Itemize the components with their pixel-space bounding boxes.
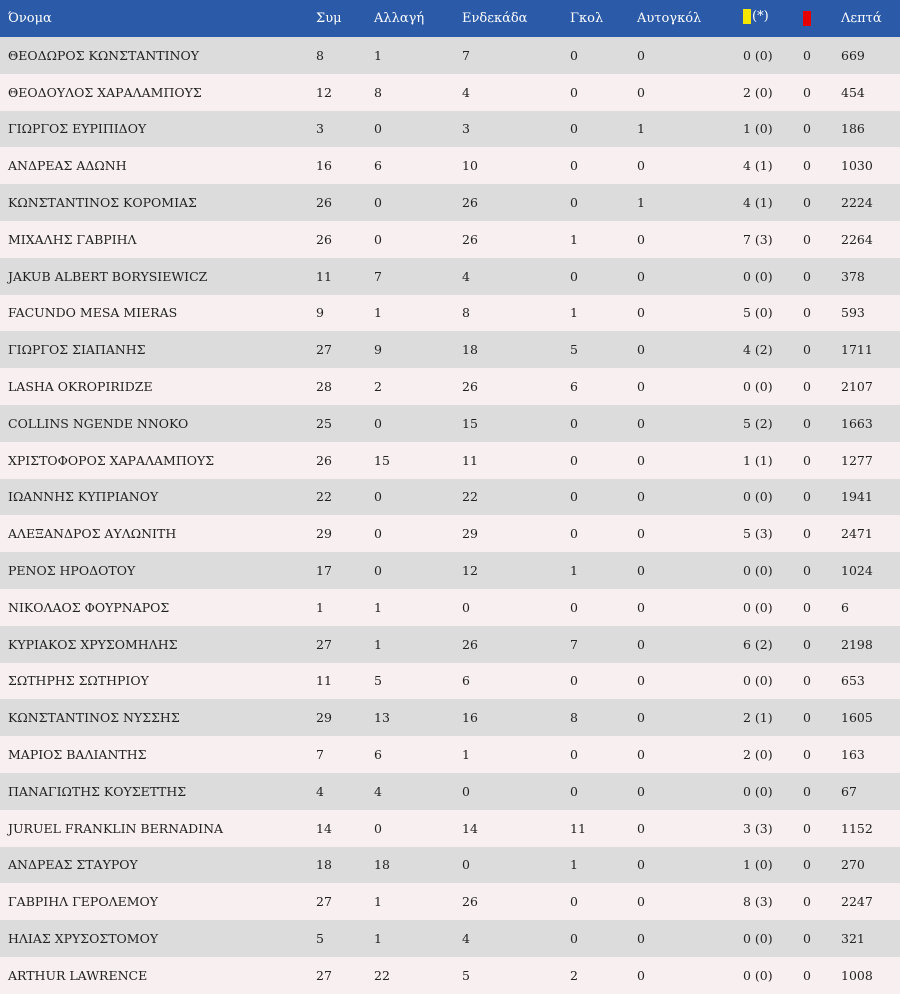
- own-goals-cell: 0: [637, 489, 645, 505]
- appearances-cell: 12: [316, 84, 332, 100]
- table-row: [0, 957, 900, 994]
- appearances-cell: 11: [316, 268, 332, 284]
- appearances-cell: 28: [316, 379, 332, 395]
- goals-cell: 1: [570, 563, 578, 579]
- starting-eleven-cell: 26: [462, 231, 478, 247]
- own-goals-cell: 0: [637, 379, 645, 395]
- own-goals-cell: 0: [637, 452, 645, 468]
- appearances-cell: 26: [316, 231, 332, 247]
- yellow-cards-cell: 7 (3): [743, 231, 773, 247]
- goals-cell: 0: [570, 452, 578, 468]
- goals-cell: 0: [570, 489, 578, 505]
- red-cards-cell: 0: [803, 379, 811, 395]
- yellow-cards-cell: 0 (0): [743, 489, 773, 505]
- appearances-cell: 25: [316, 415, 332, 431]
- own-goals-cell: 0: [637, 84, 645, 100]
- minutes-cell: 1605: [841, 710, 873, 726]
- substitutions-cell: 1: [374, 894, 382, 910]
- own-goals-cell: 0: [637, 747, 645, 763]
- minutes-cell: 1277: [841, 452, 873, 468]
- minutes-cell: 163: [841, 747, 865, 763]
- player-name: ΘΕΟΔΩΡΟΣ ΚΩΝΣΤΑΝΤΙΝΟΥ: [8, 47, 199, 63]
- table-header: [0, 0, 900, 37]
- own-goals-cell: 0: [637, 563, 645, 579]
- starting-eleven-cell: 12: [462, 563, 478, 579]
- yellow-cards-cell: 4 (1): [743, 195, 773, 211]
- goals-cell: 0: [570, 599, 578, 615]
- red-cards-cell: 0: [803, 452, 811, 468]
- player-name: ARTHUR LAWRENCE: [8, 967, 148, 983]
- red-cards-cell: 0: [803, 599, 811, 615]
- table-row: [0, 295, 900, 332]
- appearances-cell: 27: [316, 894, 332, 910]
- goals-cell: 11: [570, 820, 586, 836]
- goals-cell: 0: [570, 268, 578, 284]
- header-substitutions[interactable]: Αλλαγή: [374, 11, 425, 26]
- appearances-cell: 29: [316, 526, 332, 542]
- own-goals-cell: 1: [637, 121, 645, 137]
- minutes-cell: 1152: [841, 820, 873, 836]
- header-goals[interactable]: Γκολ: [570, 11, 604, 26]
- table-row: [0, 920, 900, 957]
- minutes-cell: 1711: [841, 342, 873, 358]
- substitutions-cell: 13: [374, 710, 390, 726]
- player-name: ΓΑΒΡΙΗΛ ΓΕΡΟΛΕΜΟΥ: [8, 894, 159, 910]
- minutes-cell: 1024: [841, 563, 873, 579]
- goals-cell: 5: [570, 342, 578, 358]
- player-name: ΓΙΩΡΓΟΣ ΕΥΡΙΠΙΔΟΥ: [8, 121, 147, 137]
- minutes-cell: 270: [841, 857, 865, 873]
- substitutions-cell: 0: [374, 563, 382, 579]
- substitutions-cell: 6: [374, 747, 382, 763]
- substitutions-cell: 0: [374, 526, 382, 542]
- goals-cell: 6: [570, 379, 578, 395]
- header-minutes[interactable]: Λεπτά: [841, 11, 882, 26]
- minutes-cell: 1008: [841, 967, 873, 983]
- yellow-cards-cell: 0 (0): [743, 783, 773, 799]
- substitutions-cell: 1: [374, 305, 382, 321]
- table-row: [0, 74, 900, 111]
- own-goals-cell: 0: [637, 526, 645, 542]
- table-body: [0, 37, 900, 994]
- table-row: [0, 847, 900, 884]
- goals-cell: 2: [570, 967, 578, 983]
- goals-cell: 0: [570, 673, 578, 689]
- starting-eleven-cell: 4: [462, 931, 470, 947]
- substitutions-cell: 15: [374, 452, 390, 468]
- own-goals-cell: 0: [637, 820, 645, 836]
- goals-cell: 0: [570, 84, 578, 100]
- starting-eleven-cell: 4: [462, 84, 470, 100]
- red-cards-cell: 0: [803, 894, 811, 910]
- appearances-cell: 27: [316, 636, 332, 652]
- player-name: ΘΕΟΔΟΥΛΟΣ ΧΑΡΑΛΑΜΠΟΥΣ: [8, 84, 202, 100]
- red-cards-cell: 0: [803, 783, 811, 799]
- starting-eleven-cell: 4: [462, 268, 470, 284]
- player-name: COLLINS NGENDE NNOKO: [8, 415, 189, 431]
- appearances-cell: 8: [316, 47, 324, 63]
- starting-eleven-cell: 0: [462, 857, 470, 873]
- table-row: [0, 331, 900, 368]
- goals-cell: 0: [570, 894, 578, 910]
- yellow-cards-cell: 0 (0): [743, 268, 773, 284]
- appearances-cell: 18: [316, 857, 332, 873]
- red-cards-cell: 0: [803, 563, 811, 579]
- starting-eleven-cell: 26: [462, 195, 478, 211]
- own-goals-cell: 0: [637, 305, 645, 321]
- table-row: [0, 147, 900, 184]
- yellow-cards-cell: 2 (0): [743, 84, 773, 100]
- starting-eleven-cell: 26: [462, 379, 478, 395]
- starting-eleven-cell: 14: [462, 820, 478, 836]
- own-goals-cell: 0: [637, 931, 645, 947]
- own-goals-cell: 0: [637, 415, 645, 431]
- minutes-cell: 1663: [841, 415, 873, 431]
- minutes-cell: 2107: [841, 379, 873, 395]
- own-goals-cell: 0: [637, 710, 645, 726]
- table-row: [0, 552, 900, 589]
- appearances-cell: 5: [316, 931, 324, 947]
- table-row: [0, 810, 900, 847]
- goals-cell: 0: [570, 195, 578, 211]
- red-cards-cell: 0: [803, 526, 811, 542]
- yellow-cards-cell: 0 (0): [743, 47, 773, 63]
- starting-eleven-cell: 3: [462, 121, 470, 137]
- yellow-cards-cell: 0 (0): [743, 599, 773, 615]
- goals-cell: 0: [570, 47, 578, 63]
- own-goals-cell: 0: [637, 894, 645, 910]
- table-row: [0, 773, 900, 810]
- starting-eleven-cell: 18: [462, 342, 478, 358]
- goals-cell: 0: [570, 121, 578, 137]
- red-card-icon: [803, 11, 811, 26]
- substitutions-cell: 1: [374, 47, 382, 63]
- yellow-cards-cell: 0 (0): [743, 563, 773, 579]
- goals-cell: 0: [570, 783, 578, 799]
- starting-eleven-cell: 7: [462, 47, 470, 63]
- appearances-cell: 22: [316, 489, 332, 505]
- own-goals-cell: 0: [637, 342, 645, 358]
- goals-cell: 0: [570, 158, 578, 174]
- starting-eleven-cell: 0: [462, 599, 470, 615]
- red-cards-cell: 0: [803, 967, 811, 983]
- red-cards-cell: 0: [803, 47, 811, 63]
- substitutions-cell: 0: [374, 820, 382, 836]
- appearances-cell: 26: [316, 195, 332, 211]
- red-cards-cell: 0: [803, 84, 811, 100]
- table-row: [0, 663, 900, 700]
- table-row: [0, 626, 900, 663]
- starting-eleven-cell: 11: [462, 452, 478, 468]
- substitutions-cell: 7: [374, 268, 382, 284]
- player-name: ΚΩΝΣΤΑΝΤΙΝΟΣ ΝΥΣΣΗΣ: [8, 710, 180, 726]
- yellow-cards-cell: 1 (0): [743, 857, 773, 873]
- minutes-cell: 2471: [841, 526, 873, 542]
- red-cards-cell: 0: [803, 415, 811, 431]
- minutes-cell: 2198: [841, 636, 873, 652]
- table-row: [0, 37, 900, 74]
- table-row: [0, 368, 900, 405]
- yellow-cards-cell: 4 (1): [743, 158, 773, 174]
- red-cards-cell: 0: [803, 305, 811, 321]
- yellow-cards-cell: 5 (0): [743, 305, 773, 321]
- substitutions-cell: 1: [374, 636, 382, 652]
- appearances-cell: 16: [316, 158, 332, 174]
- red-cards-cell: 0: [803, 268, 811, 284]
- red-cards-cell: 0: [803, 121, 811, 137]
- yellow-cards-cell: 8 (3): [743, 894, 773, 910]
- player-name: ΚΩΝΣΤΑΝΤΙΝΟΣ ΚΟΡΟΜΙΑΣ: [8, 195, 197, 211]
- yellow-cards-cell: 0 (0): [743, 379, 773, 395]
- red-cards-cell: 0: [803, 342, 811, 358]
- yellow-cards-cell: 0 (0): [743, 673, 773, 689]
- table-row: [0, 736, 900, 773]
- red-cards-cell: 0: [803, 857, 811, 873]
- yellow-cards-cell: 0 (0): [743, 967, 773, 983]
- substitutions-cell: 6: [374, 158, 382, 174]
- red-cards-cell: 0: [803, 195, 811, 211]
- appearances-cell: 26: [316, 452, 332, 468]
- yellow-cards-cell: 3 (3): [743, 820, 773, 836]
- own-goals-cell: 0: [637, 158, 645, 174]
- starting-eleven-cell: 15: [462, 415, 478, 431]
- starting-eleven-cell: 10: [462, 158, 478, 174]
- starting-eleven-cell: 16: [462, 710, 478, 726]
- red-cards-cell: 0: [803, 673, 811, 689]
- player-name: JAKUB ALBERT BORYSIEWICZ: [8, 268, 208, 284]
- minutes-cell: 186: [841, 121, 865, 137]
- substitutions-cell: 0: [374, 231, 382, 247]
- red-cards-cell: 0: [803, 931, 811, 947]
- yellow-cards-cell: 2 (1): [743, 710, 773, 726]
- player-name: JURUEL FRANKLIN BERNADINA: [8, 820, 224, 836]
- red-cards-cell: 0: [803, 747, 811, 763]
- appearances-cell: 14: [316, 820, 332, 836]
- player-name: ΙΩΑΝΝΗΣ ΚΥΠΡΙΑΝΟΥ: [8, 489, 159, 505]
- goals-cell: 1: [570, 305, 578, 321]
- substitutions-cell: 0: [374, 195, 382, 211]
- minutes-cell: 454: [841, 84, 865, 100]
- table-row: [0, 405, 900, 442]
- goals-cell: 7: [570, 636, 578, 652]
- starting-eleven-cell: 0: [462, 783, 470, 799]
- goals-cell: 0: [570, 526, 578, 542]
- minutes-cell: 67: [841, 783, 857, 799]
- own-goals-cell: 0: [637, 599, 645, 615]
- yellow-cards-cell: 2 (0): [743, 747, 773, 763]
- player-name: ΑΝΔΡΕΑΣ ΑΔΩΝΗ: [8, 158, 127, 174]
- minutes-cell: 6: [841, 599, 849, 615]
- table-row: [0, 515, 900, 552]
- starting-eleven-cell: 26: [462, 636, 478, 652]
- goals-cell: 0: [570, 931, 578, 947]
- substitutions-cell: 22: [374, 967, 390, 983]
- header-appearances[interactable]: Συμ: [316, 11, 342, 26]
- header-row: [0, 0, 900, 37]
- player-name: ΑΛΕΞΑΝΔΡΟΣ ΑΥΛΩΝΙΤΗ: [8, 526, 177, 542]
- own-goals-cell: 0: [637, 783, 645, 799]
- own-goals-cell: 0: [637, 673, 645, 689]
- minutes-cell: 2247: [841, 894, 873, 910]
- substitutions-cell: 0: [374, 121, 382, 137]
- appearances-cell: 17: [316, 563, 332, 579]
- yellow-cards-cell: 5 (3): [743, 526, 773, 542]
- header-yellow-cards[interactable]: [743, 0, 803, 37]
- appearances-cell: 7: [316, 747, 324, 763]
- table-row: [0, 699, 900, 736]
- red-cards-cell: 0: [803, 636, 811, 652]
- red-cards-cell: 0: [803, 158, 811, 174]
- goals-cell: 8: [570, 710, 578, 726]
- player-name: ΠΑΝΑΓΙΩΤΗΣ ΚΟΥΣΕΤΤΗΣ: [8, 783, 187, 799]
- starting-eleven-cell: 26: [462, 894, 478, 910]
- player-name: ΑΝΔΡΕΑΣ ΣΤΑΥΡΟΥ: [8, 857, 138, 873]
- own-goals-cell: 0: [637, 47, 645, 63]
- minutes-cell: 669: [841, 47, 865, 63]
- yellow-card-icon: [743, 9, 751, 24]
- substitutions-cell: 18: [374, 857, 390, 873]
- table-row: [0, 883, 900, 920]
- table-row: [0, 111, 900, 148]
- minutes-cell: 2224: [841, 195, 873, 211]
- player-name: ΜΙΧΑΛΗΣ ΓΑΒΡΙΗΛ: [8, 231, 137, 247]
- substitutions-cell: 4: [374, 783, 382, 799]
- table-row: [0, 589, 900, 626]
- starting-eleven-cell: 5: [462, 967, 470, 983]
- table-row: [0, 221, 900, 258]
- substitutions-cell: 9: [374, 342, 382, 358]
- header-starting-eleven[interactable]: Ενδεκάδα: [462, 11, 528, 26]
- appearances-cell: 4: [316, 783, 324, 799]
- player-name: ΗΛΙΑΣ ΧΡΥΣΟΣΤΟΜΟΥ: [8, 931, 159, 947]
- goals-cell: 0: [570, 747, 578, 763]
- substitutions-cell: 1: [374, 931, 382, 947]
- red-cards-cell: 0: [803, 710, 811, 726]
- minutes-cell: 593: [841, 305, 865, 321]
- yellow-cards-cell: 1 (0): [743, 121, 773, 137]
- substitutions-cell: 2: [374, 379, 382, 395]
- starting-eleven-cell: 22: [462, 489, 478, 505]
- substitutions-cell: 0: [374, 415, 382, 431]
- table-row: [0, 258, 900, 295]
- substitutions-cell: 5: [374, 673, 382, 689]
- player-name: ΜΑΡΙΟΣ ΒΑΛΙΑΝΤΗΣ: [8, 747, 147, 763]
- goals-cell: 0: [570, 415, 578, 431]
- player-name: ΓΙΩΡΓΟΣ ΣΙΑΠΑΝΗΣ: [8, 342, 146, 358]
- appearances-cell: 9: [316, 305, 324, 321]
- minutes-cell: 1030: [841, 158, 873, 174]
- table-row: [0, 184, 900, 221]
- minutes-cell: 653: [841, 673, 865, 689]
- player-name: ΚΥΡΙΑΚΟΣ ΧΡΥΣΟΜΗΛΗΣ: [8, 636, 178, 652]
- starting-eleven-cell: 6: [462, 673, 470, 689]
- goals-cell: 1: [570, 857, 578, 873]
- own-goals-cell: 0: [637, 967, 645, 983]
- own-goals-cell: 0: [637, 231, 645, 247]
- own-goals-cell: 0: [637, 857, 645, 873]
- appearances-cell: 3: [316, 121, 324, 137]
- yellow-cards-cell: 4 (2): [743, 342, 773, 358]
- red-cards-cell: 0: [803, 231, 811, 247]
- yellow-cards-cell: 0 (0): [743, 931, 773, 947]
- header-red-cards[interactable]: [803, 0, 841, 37]
- starting-eleven-cell: 29: [462, 526, 478, 542]
- own-goals-cell: 1: [637, 195, 645, 211]
- appearances-cell: 11: [316, 673, 332, 689]
- player-name: ΣΩΤΗΡΗΣ ΣΩΤΗΡΙΟΥ: [8, 673, 149, 689]
- appearances-cell: 29: [316, 710, 332, 726]
- appearances-cell: 1: [316, 599, 324, 615]
- yellow-cards-cell: 5 (2): [743, 415, 773, 431]
- own-goals-cell: 0: [637, 268, 645, 284]
- yellow-cards-cell: 1 (1): [743, 452, 773, 468]
- header-name[interactable]: Όνομα: [8, 11, 52, 26]
- player-name: ΡΕΝΟΣ ΗΡΟΔΟΤΟΥ: [8, 563, 136, 579]
- red-cards-cell: 0: [803, 820, 811, 836]
- minutes-cell: 2264: [841, 231, 873, 247]
- substitutions-cell: 1: [374, 599, 382, 615]
- appearances-cell: 27: [316, 967, 332, 983]
- header-yellow-wrap: [743, 9, 769, 24]
- red-cards-cell: 0: [803, 489, 811, 505]
- minutes-cell: 1941: [841, 489, 873, 505]
- table-row: [0, 442, 900, 479]
- yellow-cards-cell: 6 (2): [743, 636, 773, 652]
- header-yellow-suffix: (*): [752, 9, 769, 24]
- starting-eleven-cell: 8: [462, 305, 470, 321]
- minutes-cell: 321: [841, 931, 865, 947]
- table-row: [0, 479, 900, 516]
- own-goals-cell: 0: [637, 636, 645, 652]
- player-name: ΝΙΚΟΛΑΟΣ ΦΟΥΡΝΑΡΟΣ: [8, 599, 170, 615]
- header-own-goals[interactable]: Αυτογκόλ: [637, 11, 702, 26]
- substitutions-cell: 8: [374, 84, 382, 100]
- player-name: LASHA OKROPIRIDZE: [8, 379, 153, 395]
- player-name: FACUNDO MESA MIERAS: [8, 305, 178, 321]
- appearances-cell: 27: [316, 342, 332, 358]
- substitutions-cell: 0: [374, 489, 382, 505]
- goals-cell: 1: [570, 231, 578, 247]
- player-name: ΧΡΙΣΤΟΦΟΡΟΣ ΧΑΡΑΛΑΜΠΟΥΣ: [8, 452, 215, 468]
- starting-eleven-cell: 1: [462, 747, 470, 763]
- minutes-cell: 378: [841, 268, 865, 284]
